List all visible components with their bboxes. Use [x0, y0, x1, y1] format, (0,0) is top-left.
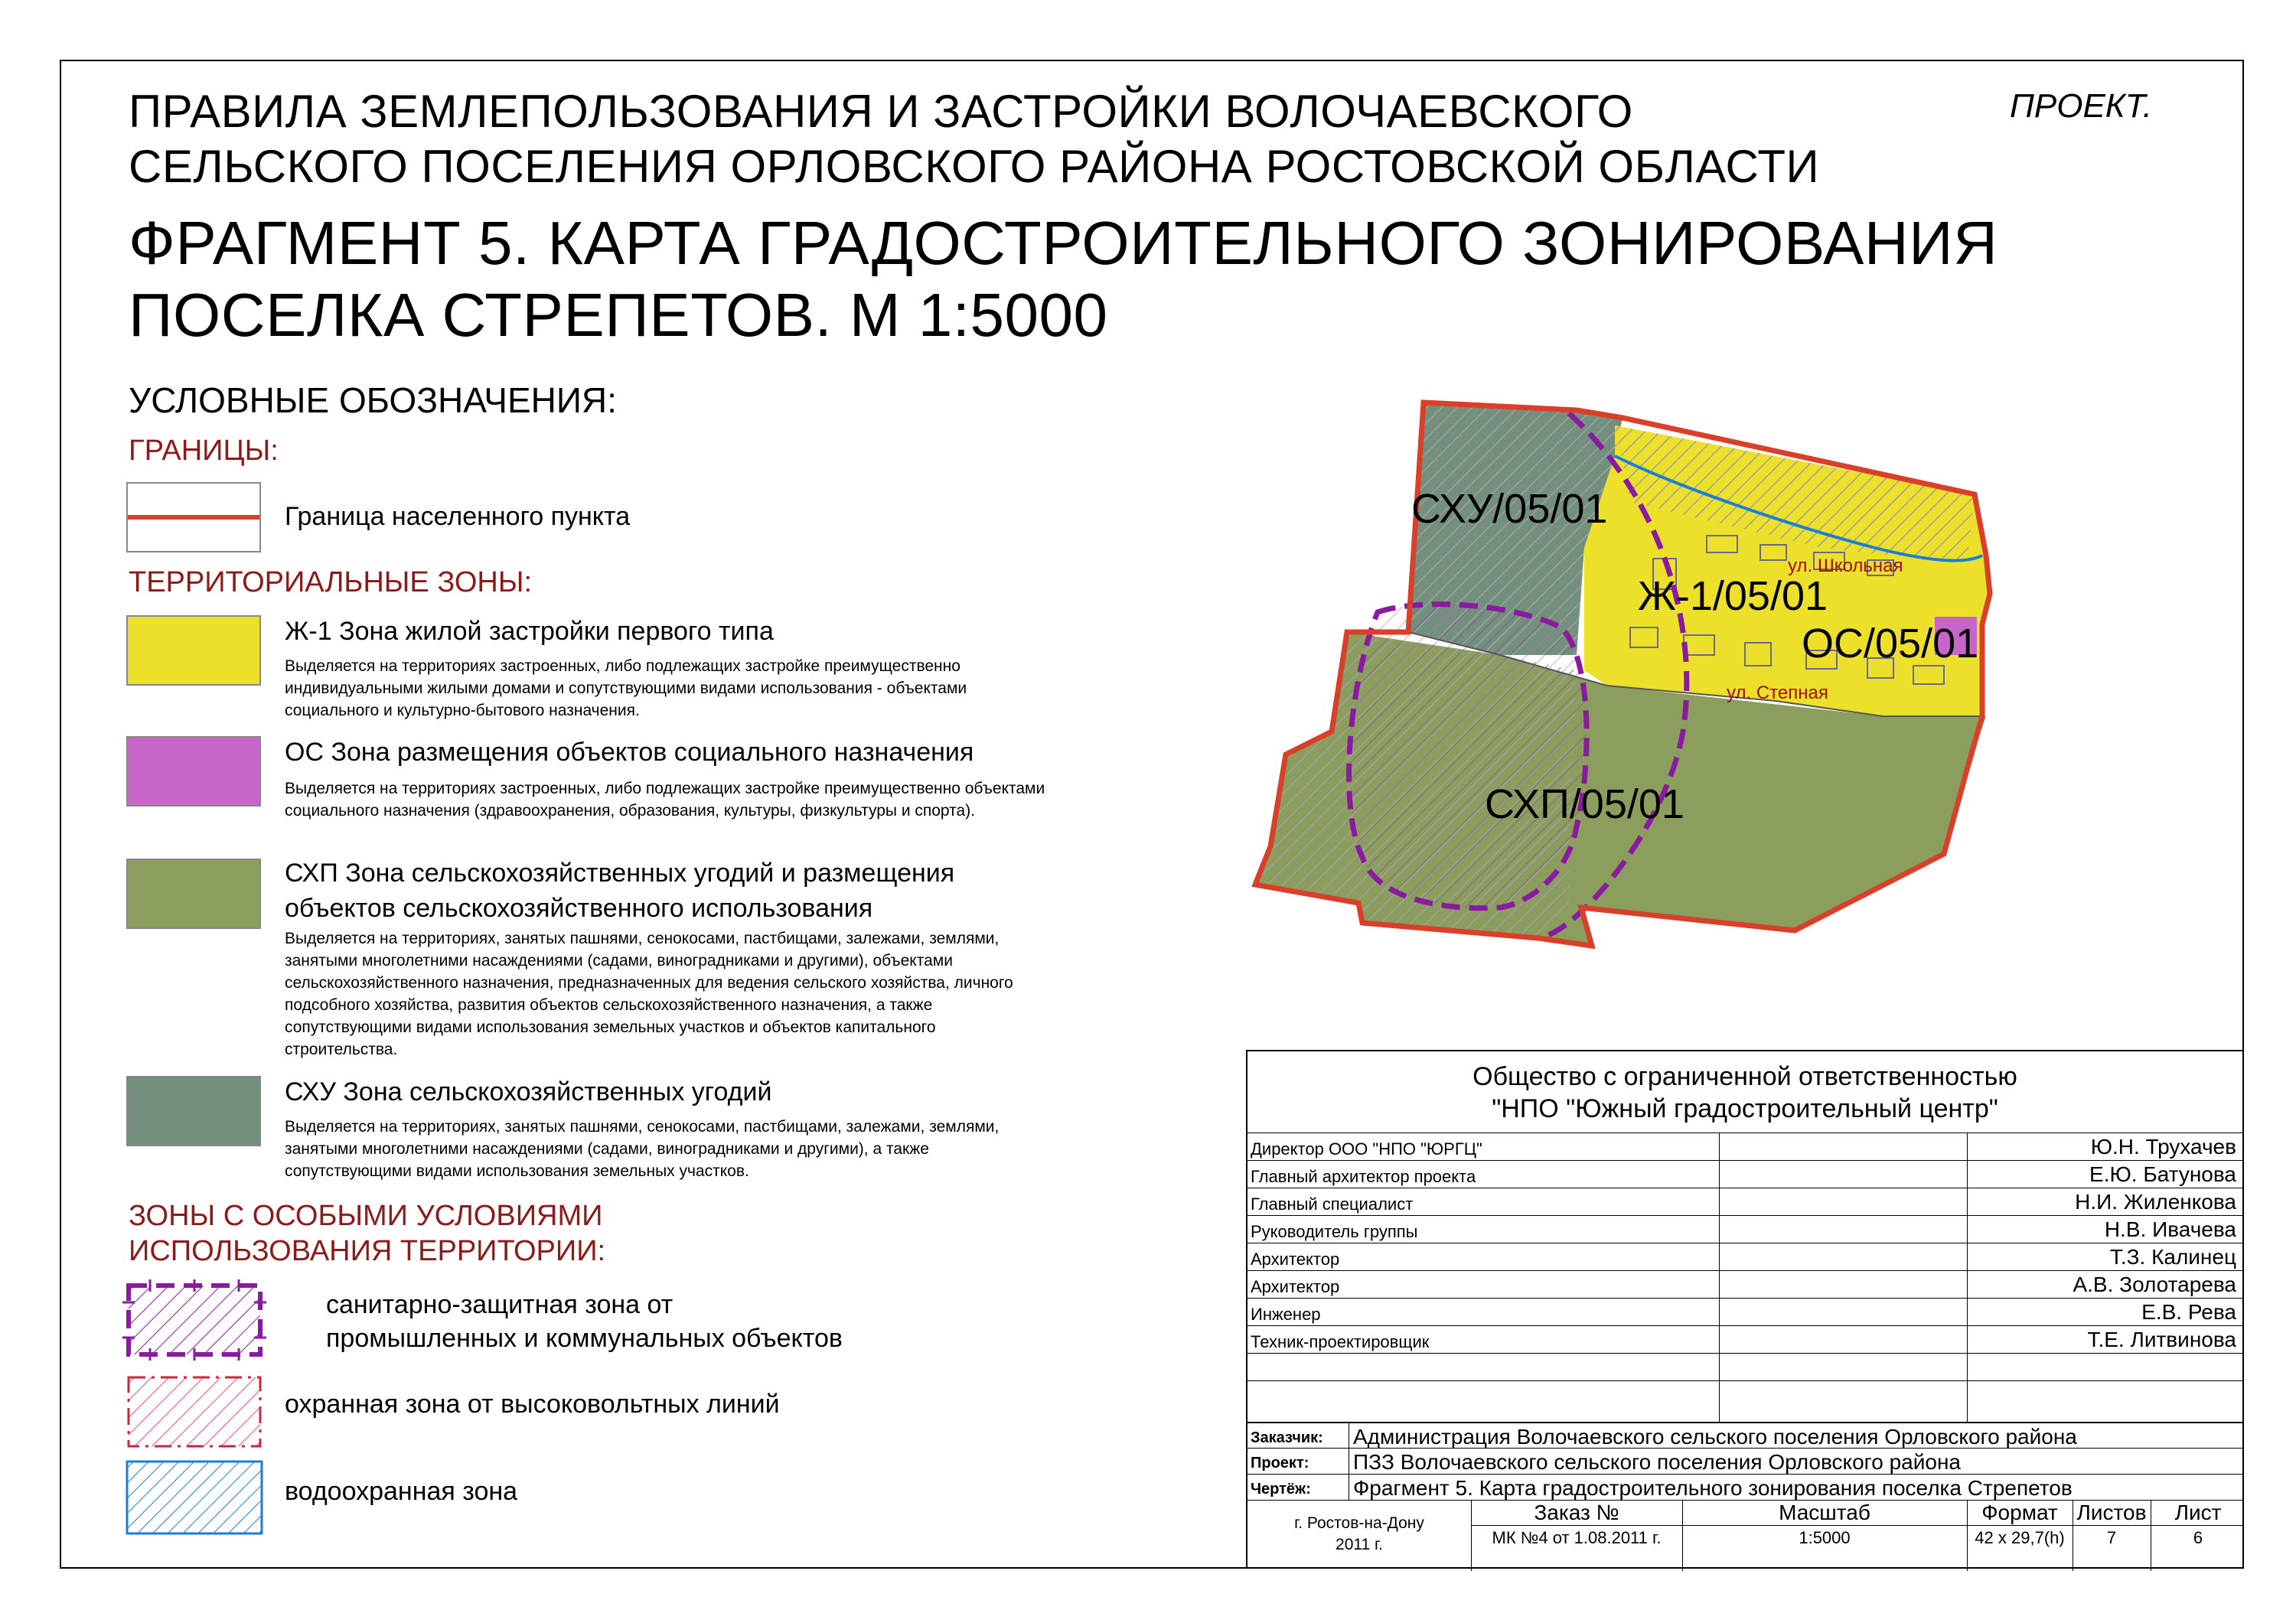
customer-row: [1247, 1422, 2242, 1449]
staff-row: [1247, 1188, 2242, 1216]
border-swatch: [126, 482, 261, 552]
staff-name: А.В. Золотарева: [2073, 1273, 2236, 1296]
fragment-title-line-1: ФРАГМЕНТ 5. КАРТА ГРАДОСТРОИТЕЛЬНОГО ЗОНИРОВАНИЯ: [129, 209, 1998, 277]
staff-role: Архитектор: [1251, 1250, 1340, 1269]
sanitary-zone-label-2: промышленных и коммунальных объектов: [326, 1324, 843, 1353]
border-line-sample: [128, 515, 259, 520]
fragment-title-line-2: ПОСЕЛКА СТРЕПЕТОВ. М 1:5000: [129, 281, 1108, 349]
sanitary-zone-small: [1349, 605, 1587, 908]
zone-zh1-swatch: [126, 615, 261, 686]
map-label-shp: СХП/05/01: [1485, 781, 1684, 827]
zone-shu-title: СХУ Зона сельскохозяйственных угодий: [285, 1077, 772, 1106]
staff-row: [1247, 1325, 2242, 1354]
drawing-row: [1247, 1474, 2242, 1501]
project-status: ПРОЕКТ.: [2010, 87, 2152, 125]
staff-name: Е.В. Рева: [2141, 1300, 2236, 1324]
city: [1247, 1513, 1471, 1556]
stamp-footer: [1247, 1500, 2242, 1571]
empty-row: [1247, 1353, 2242, 1381]
staff-row: [1247, 1270, 2242, 1299]
project-label: Проект:: [1251, 1455, 1309, 1471]
staff-role: Руководитель группы: [1251, 1222, 1418, 1241]
title-line-1: ПРАВИЛА ЗЕМЛЕПОЛЬЗОВАНИЯ И ЗАСТРОЙКИ ВОЛОЧАЕВСКОГО: [129, 86, 1633, 137]
special-heading-line-2: ИСПОЛЬЗОВАНИЯ ТЕРРИТОРИИ:: [129, 1235, 606, 1267]
zone-os-swatch: [126, 736, 261, 807]
org-name: [1247, 1061, 2242, 1125]
staff-row: [1247, 1160, 2242, 1188]
title-line-2: СЕЛЬСКОГО ПОСЕЛЕНИЯ ОРЛОВСКОГО РАЙОНА РОСТОВСКОЙ ОБЛАСТИ: [129, 141, 1820, 192]
zone-shp-swatch: [126, 859, 261, 929]
map-label-shu: СХУ/05/01: [1411, 486, 1608, 532]
sheets-label: Листов: [2076, 1501, 2147, 1524]
zone-zh1-desc: Выделяется на территориях застроенных, либо подлежащих застройке преимущественно индивидуальными жилыми домами и сопутствующими видами использования - объектами социального и культурно-бытового назначения.: [285, 657, 967, 719]
staff-role: Техник-проектировщик: [1251, 1332, 1430, 1351]
staff-name: Н.В. Ивачева: [2104, 1217, 2236, 1241]
sheet-value: 6: [2193, 1528, 2203, 1547]
sheet-label: Лист: [2174, 1501, 2222, 1524]
drawing-value: Фрагмент 5. Карта градостроительного зонирования поселка Стрепетов: [1353, 1476, 2073, 1500]
zoning-map: [1225, 383, 2020, 964]
staff-role: Главный специалист: [1251, 1194, 1414, 1214]
border-label: Граница населенного пункта: [285, 502, 631, 531]
staff-name: Т.З. Калинец: [2109, 1245, 2236, 1269]
staff-row: [1247, 1298, 2242, 1326]
zone-zh1-title: Ж-1 Зона жилой застройки первого типа: [285, 617, 774, 646]
staff-name: Н.И. Жиленкова: [2075, 1190, 2236, 1214]
map-label-zh1: Ж-1/05/01: [1638, 573, 1828, 619]
scale-value: 1:5000: [1799, 1528, 1851, 1547]
legend-heading: УСЛОВНЫЕ ОБОЗНАЧЕНИЯ:: [129, 380, 617, 420]
sanitary-zone-swatch: [122, 1279, 268, 1362]
customer-label: Заказчик:: [1251, 1429, 1323, 1446]
zone-shp-title-line-2: объектов сельскохозяйственного использования: [285, 894, 873, 923]
staff-role: Инженер: [1251, 1305, 1321, 1324]
staff-name: Ю.Н. Трухачев: [2090, 1135, 2236, 1159]
title-block: [1246, 1050, 2244, 1569]
staff-name: Т.Е. Литвинова: [2087, 1328, 2236, 1351]
zones-heading: ТЕРРИТОРИАЛЬНЫЕ ЗОНЫ:: [129, 566, 533, 598]
staff-role: Директор ООО "НПО "ЮРГЦ": [1251, 1139, 1482, 1159]
drawing-label: Чертёж:: [1251, 1481, 1311, 1498]
city-line-1: г. Ростов-на-Дону: [1294, 1514, 1424, 1532]
zone-os-desc: Выделяется на территориях застроенных, либо подлежащих застройке преимущественно объектами социального назначения (здравоохранения, образования, культуры, физкультуры и спорта).: [285, 780, 1045, 820]
org-line-1: Общество с ограниченной ответственностью: [1473, 1062, 2017, 1091]
staff-role: Главный архитектор проекта: [1251, 1167, 1476, 1186]
zone-shp-title-line-1: СХП Зона сельскохозяйственных угодий и размещения: [285, 859, 955, 888]
zone-shu-swatch: [126, 1076, 261, 1146]
customer-value: Администрация Волочаевского сельского поселения Орловского района: [1353, 1425, 2077, 1449]
order-label: Заказ №: [1534, 1501, 1619, 1524]
borders-heading: ГРАНИЦЫ:: [129, 435, 279, 467]
staff-row: [1247, 1133, 2242, 1161]
sanitary-zone-label-1: санитарно-защитная зона от: [326, 1290, 673, 1319]
water-zone-swatch: [122, 1457, 268, 1540]
staff-row: [1247, 1243, 2242, 1271]
project-value: ПЗЗ Волочаевского сельского поселения Орловского района: [1353, 1450, 1961, 1474]
empty-row: [1247, 1380, 2242, 1409]
street-school: ул. Школьная: [1788, 556, 1903, 576]
format-label: Формат: [1981, 1501, 2058, 1524]
footer-mid-line: [1471, 1525, 2242, 1526]
power-line-zone-label: охранная зона от высоковольтных линий: [285, 1390, 780, 1419]
format-value: 42 х 29,7(h): [1975, 1528, 2065, 1547]
staff-row: [1247, 1215, 2242, 1243]
sheets-value: 7: [2106, 1528, 2117, 1547]
zone-shp-desc: Выделяется на территориях, занятых пашнями, сенокосами, пастбищами, залежами, землями, занятыми многолетними насаждениями (садами, виноградниками и другими), объектами сельскохозяйственного назначения, предназначенных для ведения сельского хозяйства, личного подсобного хозяйства, развития объектов сельскохозяйственного назначения, а также сопутствующими видами использования земельных участков и объектов капитального строительства.: [285, 930, 1013, 1058]
street-steppe: ул. Степная: [1727, 683, 1828, 703]
special-heading-line-1: ЗОНЫ С ОСОБЫМИ УСЛОВИЯМИ: [129, 1200, 603, 1232]
staff-role: Архитектор: [1251, 1277, 1340, 1296]
zone-os-title: ОС Зона размещения объектов социального назначения: [285, 738, 974, 767]
staff-name: Е.Ю. Батунова: [2089, 1162, 2236, 1186]
power-line-zone-swatch: [122, 1371, 268, 1454]
org-line-2: "НПО "Южный градостроительный центр": [1492, 1094, 1998, 1123]
city-line-2: 2011 г.: [1336, 1536, 1383, 1553]
project-row: [1247, 1448, 2242, 1475]
order-value: МК №4 от 1.08.2011 г.: [1492, 1528, 1662, 1547]
zone-shu-desc: Выделяется на территориях, занятых пашнями, сенокосами, пастбищами, залежами, землями, занятыми многолетними насаждениями (садами, виноградниками и другими), а также сопутствующими видами использования земельных участков.: [285, 1118, 1000, 1180]
map-label-os: ОС/05/01: [1802, 621, 1979, 666]
scale-label: Масштаб: [1779, 1501, 1870, 1524]
water-zone-label: водоохранная зона: [285, 1477, 518, 1506]
